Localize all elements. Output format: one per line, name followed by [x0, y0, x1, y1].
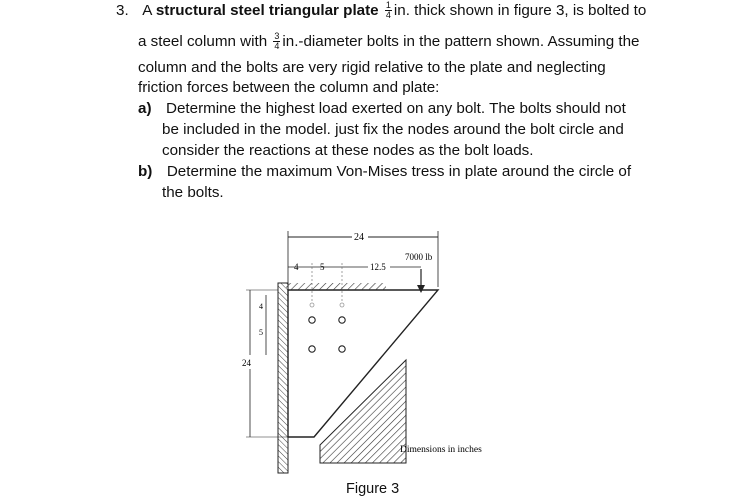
bolt-center-mark [310, 303, 314, 307]
load-label: 7000 lb [405, 252, 433, 262]
problem-line-4: friction forces between the column and plate: [138, 79, 440, 96]
steel-column [278, 283, 288, 473]
problem-line2-rest: in.-diameter bolts in the pattern shown. Assuming the [282, 33, 640, 50]
part-b-line-2: the bolts. [162, 184, 224, 201]
part-b-text-1: Determine the maximum Von-Mises tress in plate around the circle of [166, 163, 632, 180]
figure-3-diagram [228, 225, 508, 480]
dim-24-side: 24 [242, 358, 251, 368]
dim-12-5: 12.5 [370, 262, 386, 272]
problem-number: 3. [116, 2, 129, 19]
part-a-text-1: Determine the highest load exerted on any bolt. The bolts should not [165, 100, 626, 117]
dim-4-top: 4 [294, 262, 299, 272]
problem-line-2 [138, 32, 640, 52]
dim-5-side: 5 [259, 328, 263, 337]
part-a-line-3: consider the reactions at these nodes as the bolt loads. [162, 142, 534, 159]
bolt-3 [309, 346, 315, 352]
dim-5-top: 5 [320, 262, 325, 272]
bolt-2 [339, 317, 345, 323]
part-a-label: a) [138, 100, 152, 117]
bolt-diameter-fraction: $\frac{3}{4}$ [274, 31, 280, 52]
problem-line-1 [116, 1, 646, 21]
figure-caption: Figure 3 [346, 481, 400, 497]
dim-4-side: 4 [259, 302, 263, 311]
dim-top-24: 24 [354, 232, 364, 243]
problem-line-3: column and the bolts are very rigid relative to the plate and neglecting [138, 59, 606, 76]
problem-line2-start: a steel column with [138, 33, 268, 50]
hatched-region [320, 360, 406, 463]
load-arrow-head [417, 285, 425, 293]
part-b-line-1 [138, 162, 631, 182]
problem-subject: structural steel triangular plate [155, 2, 379, 19]
bolt-1 [309, 317, 315, 323]
thickness-fraction: $\frac{1}{4}$ [385, 0, 391, 21]
part-a-line-2: be included in the model. just fix the nodes around the bolt circle and [162, 121, 624, 138]
part-b-label: b) [138, 163, 153, 180]
plate-top-hatch [286, 283, 386, 290]
problem-line1-rest: in. thick shown in figure 3, is bolted to [393, 2, 647, 19]
bolt-4 [339, 346, 345, 352]
dimensions-note: Dimensions in inches [400, 445, 482, 455]
part-a-line-1 [138, 99, 626, 119]
plate-drawing [228, 225, 508, 475]
bolt-center-mark-2 [340, 303, 344, 307]
problem-intro: A [142, 2, 156, 19]
